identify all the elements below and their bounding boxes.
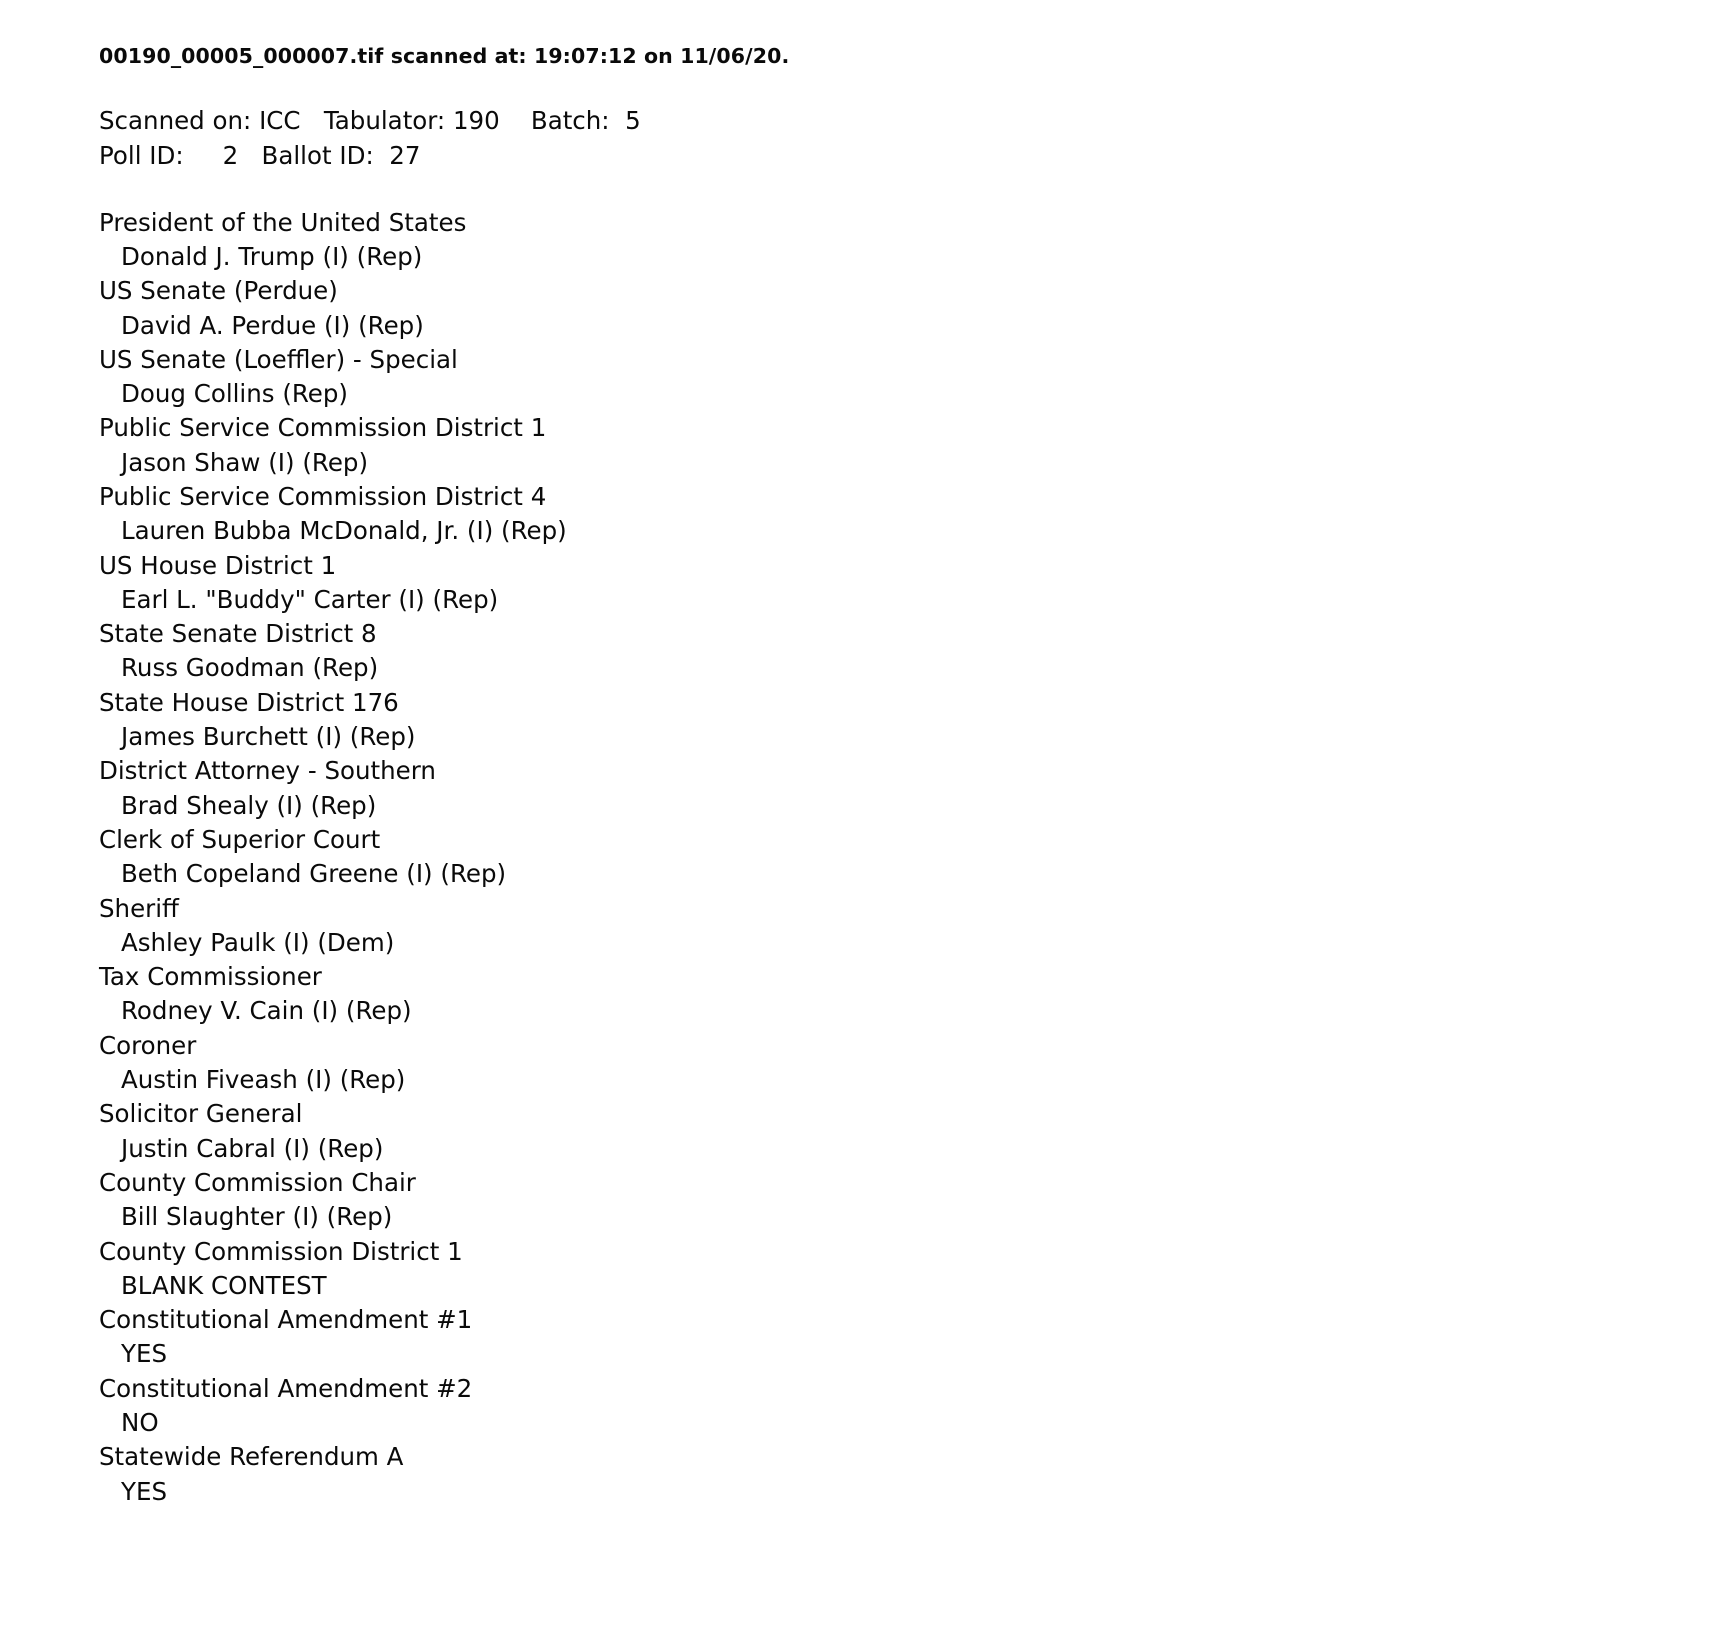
scan-metadata <box>99 103 1711 174</box>
contest-title: Solicitor General <box>99 1099 303 1129</box>
contest-title: Sheriff <box>99 893 179 923</box>
contest-item <box>99 1440 1711 1509</box>
contest-title: County Commission Chair <box>99 1167 416 1197</box>
contest-choice: YES <box>121 1339 167 1369</box>
scan-file-line: 00190_00005_000007.tif scanned at: 19:07:12 on 11/06/20. <box>99 44 790 68</box>
contest-item <box>99 343 1711 412</box>
contest-choice: Russ Goodman (Rep) <box>121 653 379 683</box>
contest-title: Constitutional Amendment #2 <box>99 1373 473 1403</box>
contest-title: US Senate (Loeffler) - Special <box>99 344 458 374</box>
contest-title: Statewide Referendum A <box>99 1442 404 1472</box>
contest-choice: Austin Fiveash (I) (Rep) <box>121 1065 406 1095</box>
contest-title: President of the United States <box>99 207 467 237</box>
contest-choice: Lauren Bubba McDonald, Jr. (I) (Rep) <box>121 516 567 546</box>
contest-choice: Ashley Paulk (I) (Dem) <box>121 927 395 957</box>
contest-title: County Commission District 1 <box>99 1236 463 1266</box>
contest-choice: Bill Slaughter (I) (Rep) <box>121 1202 393 1232</box>
contest-item <box>99 206 1711 275</box>
contest-choice: NO <box>121 1408 159 1438</box>
contest-item <box>99 1303 1711 1372</box>
contest-title: Clerk of Superior Court <box>99 824 381 854</box>
contest-item <box>99 274 1711 343</box>
contest-choice: James Burchett (I) (Rep) <box>121 722 416 752</box>
contest-title: Tax Commissioner <box>99 962 322 992</box>
contest-title: Constitutional Amendment #1 <box>99 1305 473 1335</box>
contest-item <box>99 823 1711 892</box>
contest-title: State Senate District 8 <box>99 619 377 649</box>
contest-choice: Earl L. "Buddy" Carter (I) (Rep) <box>121 584 499 614</box>
contest-list <box>99 206 1711 1509</box>
contest-choice: Justin Cabral (I) (Rep) <box>121 1133 384 1163</box>
contest-title: Public Service Commission District 1 <box>99 413 547 443</box>
contest-title: Coroner <box>99 1030 197 1060</box>
contest-item <box>99 1029 1711 1098</box>
contest-item <box>99 686 1711 755</box>
contest-item <box>99 1372 1711 1441</box>
contest-item <box>99 1097 1711 1166</box>
scanned-on-line: Scanned on: ICC Tabulator: 190 Batch: 5 <box>99 105 641 135</box>
contest-item <box>99 411 1711 480</box>
contest-choice: Brad Shealy (I) (Rep) <box>121 790 377 820</box>
poll-ballot-line: Poll ID: 2 Ballot ID: 27 <box>99 141 421 171</box>
contest-title: US House District 1 <box>99 550 337 580</box>
contest-choice: Beth Copeland Greene (I) (Rep) <box>121 859 507 889</box>
contest-choice: YES <box>121 1476 167 1506</box>
contest-choice: BLANK CONTEST <box>121 1270 327 1300</box>
contest-item <box>99 617 1711 686</box>
contest-item <box>99 1235 1711 1304</box>
contest-title: State House District 176 <box>99 687 399 717</box>
contest-item <box>99 754 1711 823</box>
contest-item <box>99 480 1711 549</box>
contest-choice: Rodney V. Cain (I) (Rep) <box>121 996 412 1026</box>
contest-title: District Attorney - Southern <box>99 756 436 786</box>
contest-title: US Senate (Perdue) <box>99 276 338 306</box>
contest-item <box>99 549 1711 618</box>
contest-choice: Donald J. Trump (I) (Rep) <box>121 241 423 271</box>
contest-item <box>99 892 1711 961</box>
contest-choice: Jason Shaw (I) (Rep) <box>121 447 369 477</box>
contest-item <box>99 960 1711 1029</box>
contest-choice: David A. Perdue (I) (Rep) <box>121 310 424 340</box>
contest-item <box>99 1166 1711 1235</box>
contest-title: Public Service Commission District 4 <box>99 482 547 511</box>
contest-choice: Doug Collins (Rep) <box>121 379 348 409</box>
